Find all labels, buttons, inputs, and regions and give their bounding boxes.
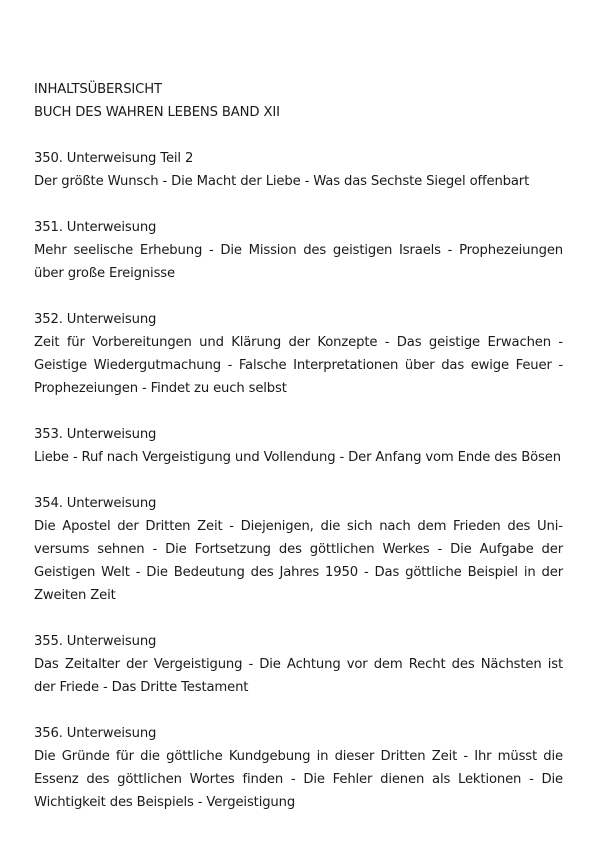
entry-description: Zeit für Vorbereitungen und Klärung der Konzepte - Das geistige Erwachen - Geistige Wiedergutmachung - Falsche Interpretationen über das ewige Feuer - Prophezeiungen - Findet zu euch selbst [34,335,563,396]
toc-entry-356 [34,722,563,814]
toc-entry-355 [34,630,563,699]
entry-title: 352. Unterweisung [34,312,157,327]
toc-entry-353 [34,423,563,469]
entry-description: Mehr seelische Erhebung - Die Mission des geistigen Israels - Prophezeiungen über große Ereignisse [34,243,563,281]
entry-description: Liebe - Ruf nach Vergeistigung und Vollendung - Der Anfang vom Ende des Bösen [34,450,561,465]
document-heading: INHALTSÜBERSICHT [34,82,162,97]
entry-description: Der größte Wunsch - Die Macht der Liebe - Was das Sechste Siegel offenbart [34,174,530,189]
entry-description: Das Zeitalter der Vergeistigung - Die Achtung vor dem Recht des Nächsten ist der Friede - Das Dritte Testament [34,657,563,695]
entry-title: 351. Unterweisung [34,220,157,235]
entry-description: Die Apostel der Dritten Zeit - Diejenigen, die sich nach dem Frieden des Universums sehnen - Die Fortsetzung des göttlichen Werkes - Die Aufgabe der Geistigen Welt - Die Bedeutung des Jahres 1950 - Das göttliche Beispiel in der Zweiten Zeit [34,519,563,603]
document-header [34,78,563,124]
entry-title: 354. Unterweisung [34,496,157,511]
entry-title: 356. Unterweisung [34,726,157,741]
entry-title: 353. Unterweisung [34,427,157,442]
entry-title: 355. Unterweisung [34,634,157,649]
entry-description: Die Gründe für die göttliche Kundgebung in dieser Dritten Zeit - Ihr müsst die Essenz des göttlichen Wortes finden - Die Fehler dienen als Lektionen - Die Wichtigkeit des Beispiels - Vergeistigung [34,749,563,810]
toc-entry-354 [34,492,563,607]
entry-title: 350. Unterweisung Teil 2 [34,151,194,166]
toc-entry-351 [34,216,563,285]
toc-entry-350 [34,147,563,193]
book-title: BUCH DES WAHREN LEBENS BAND XII [34,105,280,120]
document-page [34,78,563,814]
toc-entry-352 [34,308,563,400]
